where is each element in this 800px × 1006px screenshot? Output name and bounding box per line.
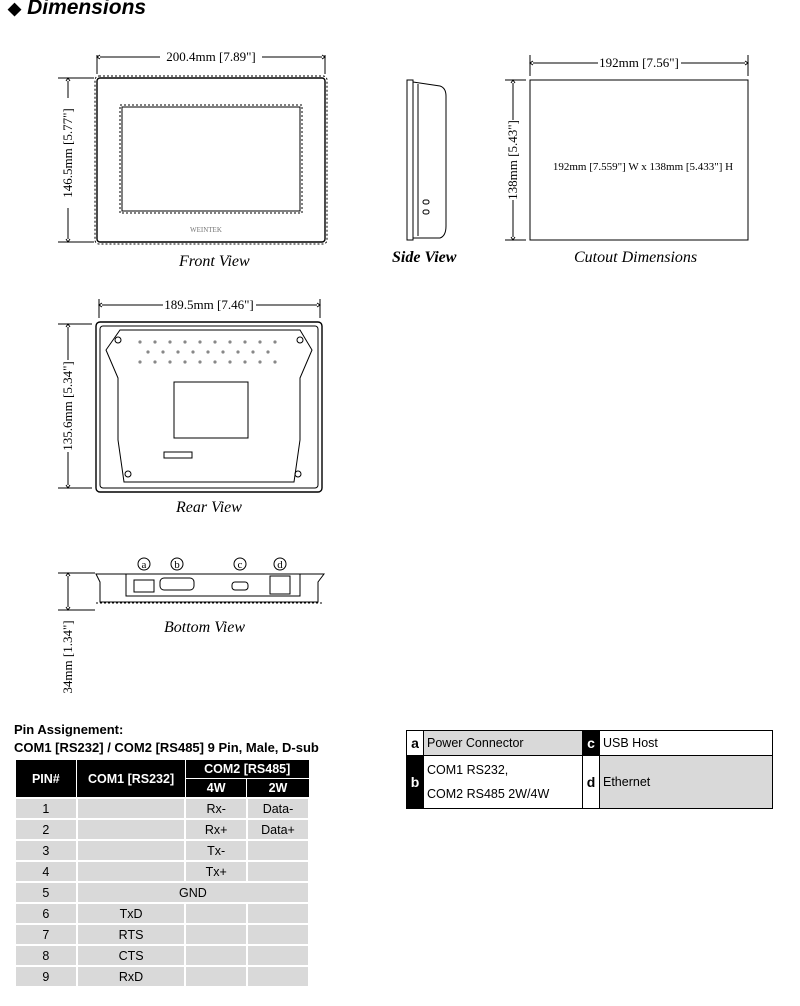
rear-width-label: 189.5mm [7.46"] <box>164 297 254 312</box>
side-view-caption: Side View <box>392 249 457 266</box>
cutout-caption: Cutout Dimensions <box>574 249 698 266</box>
legend-key-c: c <box>583 731 600 756</box>
legend-key-a: a <box>407 731 424 756</box>
front-width-label: 200.4mm [7.89"] <box>166 49 256 64</box>
cutout-drawing <box>505 55 748 240</box>
pin-table <box>14 759 310 988</box>
table-row: 9 RxD <box>15 966 309 987</box>
bottom-view-caption: Bottom View <box>164 619 246 636</box>
com2-header: COM2 [RS485] <box>185 760 309 779</box>
legend-com-ports: COM1 RS232, COM2 RS485 2W/4W <box>424 756 583 809</box>
table-row: 8 CTS <box>15 945 309 966</box>
cutout-width-label: 192mm [7.56"] <box>599 55 679 70</box>
table-row: 2 Rx+ Data+ <box>15 819 309 840</box>
port-markers <box>138 558 286 571</box>
pin-header: PIN# <box>15 760 77 799</box>
table-row: 1 Rx- Data- <box>15 798 309 819</box>
4w-header: 4W <box>185 779 247 799</box>
legend-key-d: d <box>583 756 600 809</box>
side-view-drawing <box>407 80 446 240</box>
rear-height-label: 135.6mm [5.34"] <box>60 361 75 451</box>
port-legend-table <box>406 730 773 809</box>
front-view-drawing <box>58 55 327 244</box>
cutout-inner-text: 192mm [7.559"] W x 138mm [5.433"] H <box>552 161 734 173</box>
table-row: 6 TxD <box>15 903 309 924</box>
front-logo: WEINTEK <box>190 226 222 234</box>
pin-assignment-subtitle: COM1 [RS232] / COM2 [RS485] 9 Pin, Male, D-sub <box>14 740 319 755</box>
table-row: 3 Tx- <box>15 840 309 861</box>
port-marker-c: c <box>237 559 243 571</box>
diamond-bullet-icon: ◆ <box>8 0 22 18</box>
legend-key-b: b <box>407 756 424 809</box>
legend-ethernet: Ethernet <box>600 756 773 809</box>
bottom-depth-label: 34mm [1.34"] <box>60 620 75 694</box>
table-row: 4 Tx+ <box>15 861 309 882</box>
legend-power-connector: Power Connector <box>424 731 583 756</box>
legend-usb-host: USB Host <box>600 731 773 756</box>
section-title: Dimensions <box>27 0 147 19</box>
table-row: 5 GND <box>15 882 309 903</box>
port-marker-b: b <box>174 559 180 571</box>
cutout-height-label: 138mm [5.43"] <box>505 120 520 200</box>
pin-assignment-title: Pin Assignement: <box>14 722 124 737</box>
front-height-label: 146.5mm [5.77"] <box>60 108 75 198</box>
com1-header: COM1 [RS232] <box>77 760 186 799</box>
port-marker-d: d <box>277 559 283 571</box>
bottom-view-drawing <box>58 573 324 610</box>
rear-view-drawing <box>58 299 322 492</box>
2w-header: 2W <box>247 779 309 799</box>
front-view-caption: Front View <box>179 253 250 270</box>
port-marker-a: a <box>141 559 147 571</box>
rear-view-caption: Rear View <box>176 499 242 516</box>
table-row: 7 RTS <box>15 924 309 945</box>
